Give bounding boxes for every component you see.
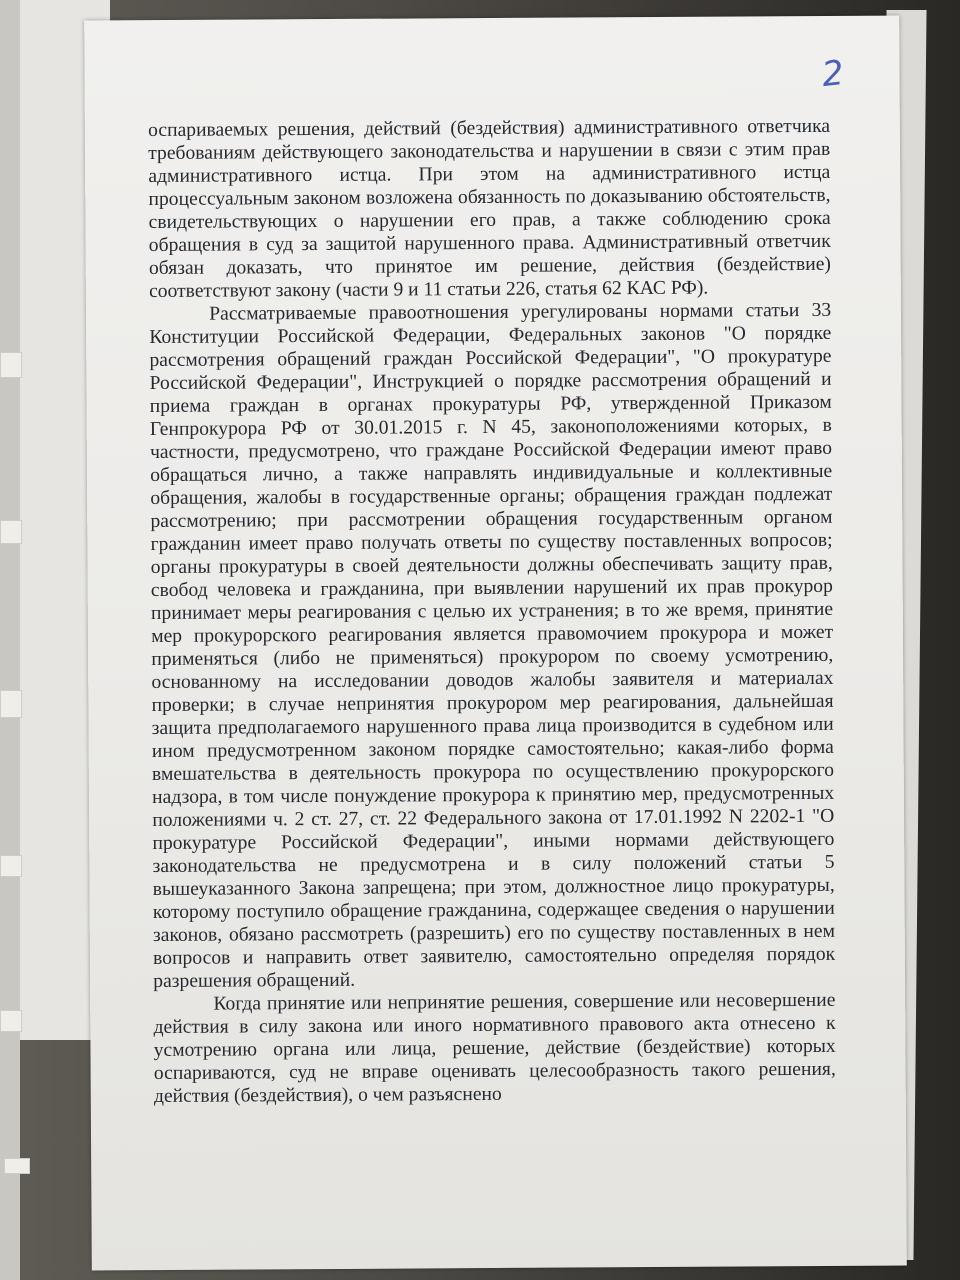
binder-tab [0,520,22,544]
paragraph-2: Рассматриваемые правоотношения урегулированы нормами статьи 33 Конституции Российской Федерации, Федеральных законов "О порядке рассмотрения обращений граждан Российской Федерации", "О прокуратуре Российской Федерации", Инструкцией о порядке рассмотрения обращений и приема граждан в органах прокуратуры РФ, утвержденной Приказом Генпрокурора РФ от 30.01.2015 г. N 45, законоположениями которых, в частности, предусмотрено, что граждане Российской Федерации имеют право обращаться лично, а также направлять индивидуальные и коллективные обращения, жалобы в государственные органы; обращения граждан подлежат рассмотрению; при рассмотрении обращения государственным органом гражданин имеет право получать ответы по существу поставленных вопросов; органы прокуратуры в своей деятельности должны обеспечивать защиту прав, свобод человека и гражданина, при выявлении нарушений их прав прокурор принимает меры реагирования с целью их устранения; в то же время, принятие мер прокурорского реагирования является правомочием прокурора и может применяться (либо не применяться) прокурором по своему усмотрению, основанному на исследовании доводов жалобы заявителя и материалах проверки; в случае непринятия прокурором мер реагирования, дальнейшая защита предполагаемого нарушенного права лица производится в судебном или ином предусмотренном законом порядке самостоятельно; какая-либо форма вмешательства в деятельность прокурора по осуществлению прокурорского надзора, в том числе понуждение прокурора к принятию мер, предусмотренных положениями ч. 2 ст. 27, ст. 22 Федерального закона от 17.01.1992 N 2202-1 "О прокуратуре Российской Федерации", иными нормами действующего законодательства не предусмотрена и в силу положений статьи 5 вышеуказанного Закона запрещена; при этом, должностное лицо прокуратуры, которому поступило обращение гражданина, содержащее сведения о нарушении законов, обязано рассмотреть (разрешить) его по существу поставленных в нем вопросов и направить ответ заявителю, самостоятельно определяя порядок разрешения обращений. [149,299,836,992]
document-body [148,115,836,1108]
handwritten-page-number: 2 [819,52,846,96]
binder-tab [0,352,22,378]
paragraph-3: Когда принятие или непринятие решения, совершение или несовершение действия в силу закона или иного нормативного правового акта отнесено к усмотрению органа или лица, решение, действие (бездействие) которых оспариваются, суд не вправе оценивать целесообразность такого решения, действия (бездействия), о чем разъяснено [153,989,836,1107]
binder-tab [0,1010,22,1032]
binder-tab [0,690,22,718]
binder-tab [0,855,22,877]
binder-tab [4,1158,30,1174]
paragraph-1: оспариваемых решения, действий (бездействия) административного ответчика требованиям действующего законодательства и нарушении в связи с этим прав административного истца. При этом на административного истца процессуальным законом возложена обязанность по доказыванию обстоятельств, свидетельствующих о нарушении его прав, а также соблюдению срока обращения в суд за защитой нарушенного права. Административный ответчик обязан доказать, что принятое им решение, действия (бездействие) соответствуют закону (части 9 и 11 статьи 226, статья 62 КАС РФ). [148,115,831,302]
left-paper-edge [0,0,20,1280]
